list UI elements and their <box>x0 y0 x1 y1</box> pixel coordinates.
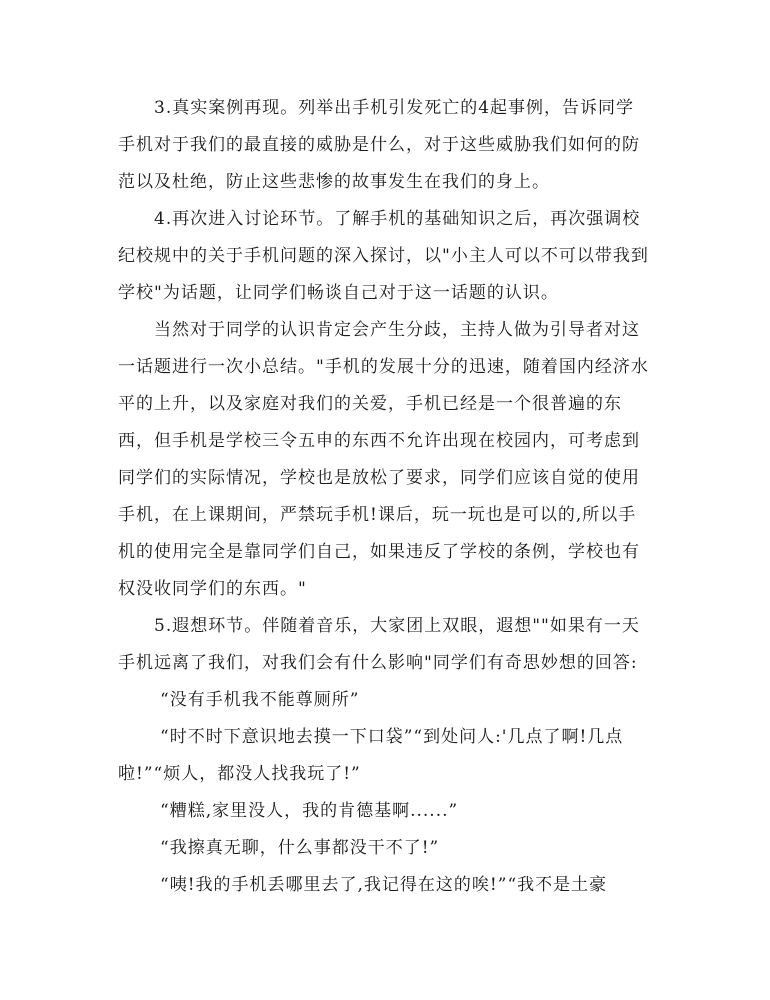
paragraph-3-line-2: 手机对于我们的最直接的威胁是什么，对于这些威胁我们如何的防 <box>118 135 640 155</box>
summary-paragraph-line-5: 同学们的实际情况，学校也是放松了要求，同学们应该自觉的使用 <box>118 468 640 488</box>
summary-paragraph-line-7: 机的使用完全是靠同学们自己，如果违反了学校的条例，学校也有 <box>118 542 640 562</box>
paragraph-4-line-1: 4.再次进入讨论环节。了解手机的基础知识之后，再次强调校 <box>154 209 641 229</box>
summary-paragraph-line-8: 权没收同学们的东西。" <box>118 579 307 599</box>
paragraph-5-line-2: 手机远离了我们，对我们会有什么影响"同学们有奇思妙想的回答: <box>118 653 638 673</box>
document-body <box>118 90 654 904</box>
summary-paragraph-line-1: 当然对于同学的认识肯定会产生分歧，主持人做为引导者对这 <box>154 320 640 340</box>
paragraph-5-line-1: 5.遐想环节。伴随着音乐，大家团上双眼，遐想""如果有一天 <box>154 616 640 636</box>
summary-paragraph-line-3: 平的上升，以及家庭对我们的关爱，手机已经是一个很普遍的东 <box>118 394 622 414</box>
paragraph-3-line-3: 范以及杜绝，防止这些悲惨的故事发生在我们的身上。 <box>118 172 550 192</box>
summary-paragraph-line-2: 一话题进行一次小总结。"手机的发展十分的迅速，随着国内经济水 <box>118 357 649 377</box>
summary-paragraph-line-6: 手机，在上课期间，严禁玩手机!课后，玩一玩也是可以的,所以手 <box>118 505 637 525</box>
paragraph-4-line-2: 纪校规中的关于手机问题的深入探讨，以"小主人可以不可以带我到 <box>118 246 649 266</box>
quote-5: “咦!我的手机丢哪里去了,我记得在这的唉!”“我不是土豪 <box>160 875 608 895</box>
summary-paragraph-line-4: 西，但手机是学校三令五申的东西不允许出现在校园内，可考虑到 <box>118 431 640 451</box>
quote-2-line-1: “时不时下意识地去摸一下口袋”“到处问人:'几点了啊!几点 <box>160 727 624 747</box>
quote-3: “糟糕,家里没人，我的肯德基啊......” <box>160 801 459 821</box>
quote-1: “没有手机我不能尊厕所” <box>160 690 360 710</box>
paragraph-3-line-1: 3.真实案例再现。列举出手机引发死亡的4起事例，告诉同学 <box>154 98 635 118</box>
quote-2-line-2: 啦!”“烦人，都没人找我玩了!” <box>118 764 361 784</box>
paragraph-4-line-3: 学校"为话题，让同学们畅谈自己对于这一话题的认识。 <box>118 283 559 303</box>
quote-4: “我擦真无聊，什么事都没干不了!” <box>160 838 440 858</box>
